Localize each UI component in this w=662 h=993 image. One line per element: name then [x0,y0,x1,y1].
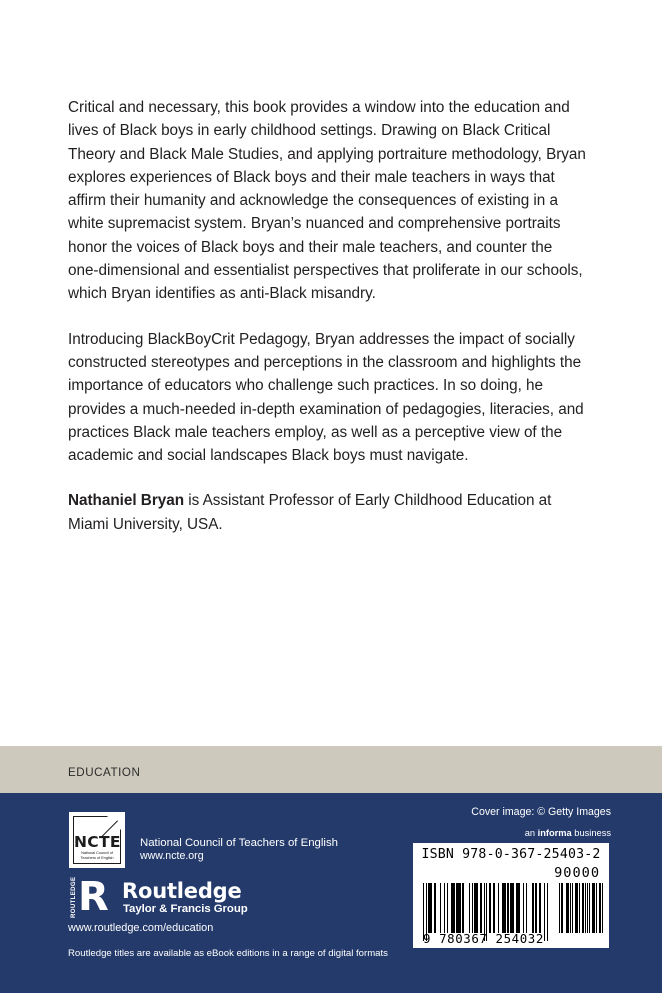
routledge-logo-block [69,874,399,920]
ncte-mark-subtitle [74,851,120,860]
author-bio [68,489,586,536]
cover-image-credit: Cover image: © Getty Images [471,806,611,818]
ncte-organization-name: National Council of Teachers of English [140,837,338,849]
subject-label: EDUCATION [68,766,141,779]
informa-prefix: an [524,828,538,838]
back-cover-blurb [68,96,586,536]
blurb-paragraph-1: Critical and necessary, this book provides a window into the education and lives of Black boys in early childhood settings. Drawing on Black Critical Theory and Black Male Studies, and applying portraiture methodology, Bryan explores experiences of Black boys and their male teachers in ways that affirm their humanity and acknowledge the consequences of existing in a white supremacist system. Bryan’s nuanced and comprehensive portraits honor the voices of Black boys and their male teachers, and counter the one-dimensional and essentialist perspectives that proliferate in our schools, which Bryan identifies as anti-Black misandry. [68,99,586,303]
ncte-url[interactable]: www.ncte.org [140,850,204,862]
barcode-addon-digits: 90000 [554,865,600,881]
subject-category-band [0,746,662,793]
routledge-wordmark: Routledge [122,879,242,903]
routledge-logo-icon [69,874,111,920]
author-name: Nathaniel Bryan [68,492,185,510]
routledge-url[interactable]: www.routledge.com/education [68,922,214,934]
barcode-bars-addon [559,883,603,933]
ncte-logo-icon [69,812,125,868]
isbn-text: ISBN 978-0-367-25403-2 [421,847,601,862]
isbn-barcode-panel [413,843,609,948]
informa-business-line [525,828,611,838]
ncte-mark-subtitle-line-2: Teachers of English [80,854,114,860]
routledge-monogram-icon: R [78,874,109,920]
ncte-page-shape [73,816,121,864]
author-bio-text: is Assistant Professor of Early Childhood Education at Miami University, USA. [68,492,552,533]
routledge-tagline: Taylor & Francis Group [123,903,248,915]
ncte-mark-subtitle-line-1: National Council of [81,850,113,855]
routledge-vertical-wordmark: ROUTLEDGE [70,876,77,918]
informa-brand: informa [537,828,572,838]
blurb-paragraph-2: Introducing BlackBoyCrit Pedagogy, Bryan addresses the impact of socially constructed stereotypes and perceptions in the classroom and highlights the importance of educators who challenge such practices. In so doing, he provides a much-needed in-depth examination of pedagogies, literacies, and practices Black male teachers employ, as well as a perceptive view of the academic and social landscapes Black boys must navigate. [68,330,584,465]
barcode-bars-main [423,883,548,933]
ebook-availability-note: Routledge titles are available as eBook editions in a range of digital formats [68,948,388,959]
ncte-logo-block [69,812,399,868]
barcode-human-readable-digits: 9 780367 254032 [423,931,544,946]
ncte-text-block [140,837,338,863]
informa-suffix: business [571,828,611,838]
ncte-acronym: NCTE [74,833,121,851]
